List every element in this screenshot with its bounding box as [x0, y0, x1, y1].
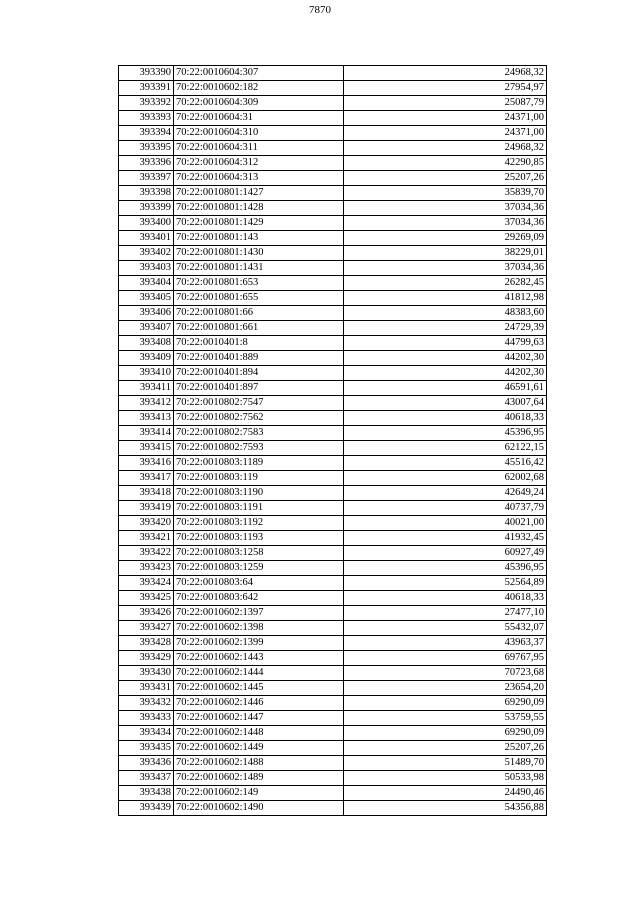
value-cell: 70723,68	[344, 666, 547, 681]
value-cell: 44202,30	[344, 351, 547, 366]
value-cell: 60927,49	[344, 546, 547, 561]
cadastral-number-cell: 70:22:0010401:894	[174, 366, 344, 381]
value-cell: 37034,36	[344, 216, 547, 231]
value-cell: 42290,85	[344, 156, 547, 171]
row-number-cell: 393393	[119, 111, 174, 126]
value-cell: 37034,36	[344, 261, 547, 276]
row-number-cell: 393431	[119, 681, 174, 696]
table-row	[119, 141, 547, 156]
cadastral-number-cell: 70:22:0010602:1446	[174, 696, 344, 711]
cadastral-number-cell: 70:22:0010803:1189	[174, 456, 344, 471]
row-number-cell: 393435	[119, 741, 174, 756]
cadastral-number-cell: 70:22:0010803:1191	[174, 501, 344, 516]
row-number-cell: 393432	[119, 696, 174, 711]
cadastral-number-cell: 70:22:0010801:1428	[174, 201, 344, 216]
row-number-cell: 393423	[119, 561, 174, 576]
value-cell: 43007,64	[344, 396, 547, 411]
cadastral-number-cell: 70:22:0010604:310	[174, 126, 344, 141]
table-row	[119, 471, 547, 486]
row-number-cell: 393402	[119, 246, 174, 261]
row-number-cell: 393416	[119, 456, 174, 471]
cadastral-number-cell: 70:22:0010602:1397	[174, 606, 344, 621]
table-row	[119, 186, 547, 201]
row-number-cell: 393434	[119, 726, 174, 741]
value-cell: 44799,63	[344, 336, 547, 351]
table-row	[119, 261, 547, 276]
table-row	[119, 546, 547, 561]
value-cell: 25087,79	[344, 96, 547, 111]
row-number-cell: 393428	[119, 636, 174, 651]
value-cell: 44202,30	[344, 366, 547, 381]
row-number-cell: 393418	[119, 486, 174, 501]
row-number-cell: 393399	[119, 201, 174, 216]
row-number-cell: 393395	[119, 141, 174, 156]
row-number-cell: 393407	[119, 321, 174, 336]
table-row	[119, 366, 547, 381]
table-row	[119, 711, 547, 726]
value-cell: 25207,26	[344, 171, 547, 186]
row-number-cell: 393413	[119, 411, 174, 426]
cadastral-number-cell: 70:22:0010803:1192	[174, 516, 344, 531]
cadastral-number-cell: 70:22:0010604:312	[174, 156, 344, 171]
row-number-cell: 393390	[119, 66, 174, 81]
value-cell: 40618,33	[344, 411, 547, 426]
value-cell: 43963,37	[344, 636, 547, 651]
table-row	[119, 231, 547, 246]
row-number-cell: 393419	[119, 501, 174, 516]
cadastral-number-cell: 70:22:0010604:311	[174, 141, 344, 156]
row-number-cell: 393425	[119, 591, 174, 606]
table-row	[119, 156, 547, 171]
table-row	[119, 201, 547, 216]
table-row	[119, 411, 547, 426]
table-row	[119, 741, 547, 756]
table-row	[119, 786, 547, 801]
cadastral-number-cell: 70:22:0010602:1489	[174, 771, 344, 786]
row-number-cell: 393414	[119, 426, 174, 441]
cadastral-number-cell: 70:22:0010803:1258	[174, 546, 344, 561]
row-number-cell: 393420	[119, 516, 174, 531]
cadastral-number-cell: 70:22:0010401:8	[174, 336, 344, 351]
value-cell: 45396,95	[344, 426, 547, 441]
cadastral-number-cell: 70:22:0010801:143	[174, 231, 344, 246]
row-number-cell: 393391	[119, 81, 174, 96]
cadastral-number-cell: 70:22:0010803:1190	[174, 486, 344, 501]
table-row	[119, 336, 547, 351]
table-row	[119, 771, 547, 786]
table-row	[119, 291, 547, 306]
row-number-cell: 393415	[119, 441, 174, 456]
table-row	[119, 381, 547, 396]
cadastral-number-cell: 70:22:0010602:149	[174, 786, 344, 801]
table-row	[119, 81, 547, 96]
table-row	[119, 591, 547, 606]
cadastral-number-cell: 70:22:0010803:119	[174, 471, 344, 486]
row-number-cell: 393408	[119, 336, 174, 351]
table-row	[119, 126, 547, 141]
value-cell: 27477,10	[344, 606, 547, 621]
table-body	[119, 66, 547, 816]
row-number-cell: 393427	[119, 621, 174, 636]
cadastral-number-cell: 70:22:0010803:64	[174, 576, 344, 591]
value-cell: 48383,60	[344, 306, 547, 321]
table-row	[119, 651, 547, 666]
table-row	[119, 321, 547, 336]
cadastral-number-cell: 70:22:0010401:889	[174, 351, 344, 366]
table-row	[119, 111, 547, 126]
value-cell: 24371,00	[344, 111, 547, 126]
table-row	[119, 66, 547, 81]
table-row	[119, 501, 547, 516]
cadastral-number-cell: 70:22:0010801:661	[174, 321, 344, 336]
table-row	[119, 636, 547, 651]
row-number-cell: 393410	[119, 366, 174, 381]
cadastral-number-cell: 70:22:0010803:1259	[174, 561, 344, 576]
cadastral-number-cell: 70:22:0010801:653	[174, 276, 344, 291]
table-row	[119, 246, 547, 261]
table-row	[119, 606, 547, 621]
cadastral-number-cell: 70:22:0010602:1444	[174, 666, 344, 681]
table-row	[119, 666, 547, 681]
cadastral-number-cell: 70:22:0010602:1448	[174, 726, 344, 741]
row-number-cell: 393422	[119, 546, 174, 561]
value-cell: 40021,00	[344, 516, 547, 531]
value-cell: 51489,70	[344, 756, 547, 771]
row-number-cell: 393438	[119, 786, 174, 801]
value-cell: 24968,32	[344, 141, 547, 156]
cadastral-number-cell: 70:22:0010602:1398	[174, 621, 344, 636]
cadastral-number-cell: 70:22:0010801:1427	[174, 186, 344, 201]
row-number-cell: 393433	[119, 711, 174, 726]
value-cell: 69290,09	[344, 696, 547, 711]
table-row	[119, 486, 547, 501]
table-row	[119, 216, 547, 231]
value-cell: 35839,70	[344, 186, 547, 201]
row-number-cell: 393429	[119, 651, 174, 666]
row-number-cell: 393411	[119, 381, 174, 396]
row-number-cell: 393404	[119, 276, 174, 291]
value-cell: 50533,98	[344, 771, 547, 786]
table-row	[119, 96, 547, 111]
cadastral-number-cell: 70:22:0010604:313	[174, 171, 344, 186]
cadastral-number-cell: 70:22:0010801:1429	[174, 216, 344, 231]
value-cell: 24729,39	[344, 321, 547, 336]
value-cell: 42649,24	[344, 486, 547, 501]
value-cell: 24968,32	[344, 66, 547, 81]
value-cell: 45516,42	[344, 456, 547, 471]
cadastral-number-cell: 70:22:0010604:309	[174, 96, 344, 111]
table-row	[119, 396, 547, 411]
table-row	[119, 426, 547, 441]
cadastral-number-cell: 70:22:0010602:1443	[174, 651, 344, 666]
cadastral-number-cell: 70:22:0010602:1449	[174, 741, 344, 756]
value-cell: 45396,95	[344, 561, 547, 576]
value-cell: 27954,97	[344, 81, 547, 96]
table-row	[119, 441, 547, 456]
value-cell: 41932,45	[344, 531, 547, 546]
table-row	[119, 726, 547, 741]
row-number-cell: 393437	[119, 771, 174, 786]
row-number-cell: 393421	[119, 531, 174, 546]
cadastral-number-cell: 70:22:0010602:1447	[174, 711, 344, 726]
row-number-cell: 393424	[119, 576, 174, 591]
row-number-cell: 393400	[119, 216, 174, 231]
value-cell: 29269,09	[344, 231, 547, 246]
cadastral-number-cell: 70:22:0010803:642	[174, 591, 344, 606]
value-cell: 46591,61	[344, 381, 547, 396]
table-row	[119, 621, 547, 636]
row-number-cell: 393406	[119, 306, 174, 321]
value-cell: 52564,89	[344, 576, 547, 591]
row-number-cell: 393436	[119, 756, 174, 771]
row-number-cell: 393401	[119, 231, 174, 246]
table-row	[119, 171, 547, 186]
value-cell: 41812,98	[344, 291, 547, 306]
value-cell: 38229,01	[344, 246, 547, 261]
value-cell: 62002,68	[344, 471, 547, 486]
table-row	[119, 756, 547, 771]
value-cell: 26282,45	[344, 276, 547, 291]
table-row	[119, 351, 547, 366]
table-row	[119, 456, 547, 471]
table-row	[119, 681, 547, 696]
value-cell: 23654,20	[344, 681, 547, 696]
row-number-cell: 393403	[119, 261, 174, 276]
cadastral-number-cell: 70:22:0010802:7562	[174, 411, 344, 426]
row-number-cell: 393439	[119, 801, 174, 816]
table-row	[119, 801, 547, 816]
table-row	[119, 696, 547, 711]
value-cell: 40737,79	[344, 501, 547, 516]
value-cell: 25207,26	[344, 741, 547, 756]
cadastral-number-cell: 70:22:0010602:1490	[174, 801, 344, 816]
row-number-cell: 393392	[119, 96, 174, 111]
value-cell: 53759,55	[344, 711, 547, 726]
cadastral-number-cell: 70:22:0010401:897	[174, 381, 344, 396]
value-cell: 69767,95	[344, 651, 547, 666]
cadastral-number-cell: 70:22:0010602:1488	[174, 756, 344, 771]
row-number-cell: 393396	[119, 156, 174, 171]
table-row	[119, 576, 547, 591]
table-row	[119, 531, 547, 546]
cadastral-number-cell: 70:22:0010602:1399	[174, 636, 344, 651]
cadastral-number-cell: 70:22:0010801:66	[174, 306, 344, 321]
cadastral-number-cell: 70:22:0010801:1431	[174, 261, 344, 276]
data-table	[118, 65, 547, 816]
value-cell: 24371,00	[344, 126, 547, 141]
cadastral-number-cell: 70:22:0010604:31	[174, 111, 344, 126]
table-row	[119, 561, 547, 576]
cadastral-number-cell: 70:22:0010802:7547	[174, 396, 344, 411]
value-cell: 24490,46	[344, 786, 547, 801]
table-row	[119, 516, 547, 531]
cadastral-number-cell: 70:22:0010802:7593	[174, 441, 344, 456]
value-cell: 69290,09	[344, 726, 547, 741]
cadastral-number-cell: 70:22:0010803:1193	[174, 531, 344, 546]
cadastral-number-cell: 70:22:0010602:1445	[174, 681, 344, 696]
row-number-cell: 393397	[119, 171, 174, 186]
cadastral-number-cell: 70:22:0010602:182	[174, 81, 344, 96]
value-cell: 37034,36	[344, 201, 547, 216]
row-number-cell: 393412	[119, 396, 174, 411]
row-number-cell: 393394	[119, 126, 174, 141]
value-cell: 62122,15	[344, 441, 547, 456]
page-number: 7870	[309, 4, 331, 16]
value-cell: 54356,88	[344, 801, 547, 816]
cadastral-number-cell: 70:22:0010604:307	[174, 66, 344, 81]
cadastral-number-cell: 70:22:0010801:1430	[174, 246, 344, 261]
cadastral-number-cell: 70:22:0010801:655	[174, 291, 344, 306]
cadastral-number-cell: 70:22:0010802:7583	[174, 426, 344, 441]
row-number-cell: 393430	[119, 666, 174, 681]
table-row	[119, 306, 547, 321]
row-number-cell: 393405	[119, 291, 174, 306]
value-cell: 40618,33	[344, 591, 547, 606]
row-number-cell: 393409	[119, 351, 174, 366]
row-number-cell: 393417	[119, 471, 174, 486]
row-number-cell: 393426	[119, 606, 174, 621]
row-number-cell: 393398	[119, 186, 174, 201]
table-row	[119, 276, 547, 291]
value-cell: 55432,07	[344, 621, 547, 636]
